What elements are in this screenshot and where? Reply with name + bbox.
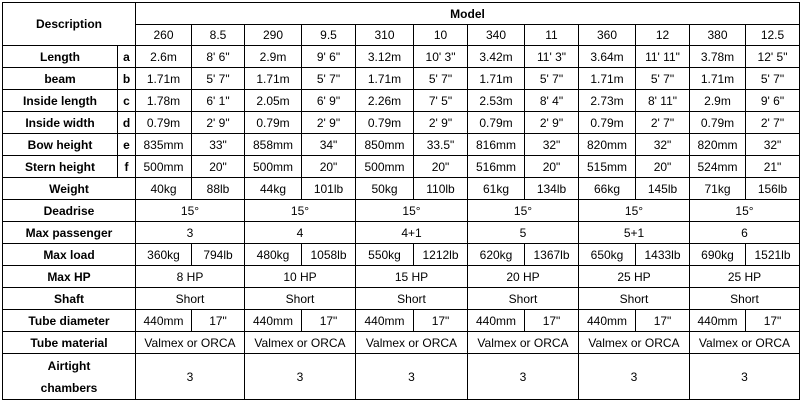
- value-cell: 8' 11": [636, 90, 690, 112]
- model-column-header: 260: [136, 25, 192, 46]
- value-cell: 480kg: [245, 244, 302, 266]
- row-label: Tube material: [3, 332, 136, 354]
- merged-value-cell: Valmex or ORCA: [136, 332, 245, 354]
- value-cell: 0.79m: [579, 112, 636, 134]
- value-cell: 500mm: [245, 156, 302, 178]
- row-label: Shaft: [3, 288, 136, 310]
- value-cell: 20": [414, 156, 468, 178]
- value-cell: 5' 7": [414, 68, 468, 90]
- value-cell: 9' 6": [302, 46, 356, 68]
- value-cell: 440mm: [136, 310, 192, 332]
- value-cell: 3.12m: [356, 46, 414, 68]
- value-cell: 820mm: [579, 134, 636, 156]
- value-cell: 17": [302, 310, 356, 332]
- value-cell: 20": [192, 156, 245, 178]
- spec-row: [3, 222, 800, 244]
- value-cell: 440mm: [690, 310, 746, 332]
- value-cell: 33.5": [414, 134, 468, 156]
- value-cell: 690kg: [690, 244, 746, 266]
- value-cell: 2.73m: [579, 90, 636, 112]
- value-cell: 1058lb: [302, 244, 356, 266]
- row-label-line: chambers: [40, 380, 98, 395]
- value-cell: 835mm: [136, 134, 192, 156]
- merged-value-cell: 5: [468, 222, 579, 244]
- row-label: [3, 354, 136, 400]
- value-cell: 0.79m: [245, 112, 302, 134]
- value-cell: 2.05m: [245, 90, 302, 112]
- model-column-header: 12.5: [746, 25, 800, 46]
- merged-value-cell: 15°: [356, 200, 468, 222]
- value-cell: 145lb: [636, 178, 690, 200]
- row-label: Inside length: [3, 90, 118, 112]
- merged-value-cell: 20 HP: [468, 266, 579, 288]
- description-header: Description: [3, 3, 136, 46]
- row-label: Tube diameter: [3, 310, 136, 332]
- value-cell: 2' 9": [414, 112, 468, 134]
- merged-value-cell: 4+1: [356, 222, 468, 244]
- merged-value-cell: Valmex or ORCA: [356, 332, 468, 354]
- value-cell: 44kg: [245, 178, 302, 200]
- row-label: Max HP: [3, 266, 136, 288]
- value-cell: 50kg: [356, 178, 414, 200]
- model-column-header: 12: [636, 25, 690, 46]
- value-cell: 0.79m: [690, 112, 746, 134]
- value-cell: 858mm: [245, 134, 302, 156]
- value-cell: 134lb: [525, 178, 579, 200]
- value-cell: 17": [414, 310, 468, 332]
- value-cell: 1433lb: [636, 244, 690, 266]
- merged-value-cell: 25 HP: [690, 266, 800, 288]
- row-label: Weight: [3, 178, 136, 200]
- spec-row: [3, 288, 800, 310]
- value-cell: 2.9m: [690, 90, 746, 112]
- merged-value-cell: 15°: [136, 200, 245, 222]
- row-letter: c: [118, 90, 136, 112]
- spec-row: [3, 200, 800, 222]
- value-cell: 1.78m: [136, 90, 192, 112]
- value-cell: 2' 7": [636, 112, 690, 134]
- merged-value-cell: Valmex or ORCA: [468, 332, 579, 354]
- value-cell: 550kg: [356, 244, 414, 266]
- value-cell: 17": [636, 310, 690, 332]
- value-cell: 620kg: [468, 244, 525, 266]
- merged-value-cell: 25 HP: [579, 266, 690, 288]
- value-cell: 2.6m: [136, 46, 192, 68]
- spec-row: [3, 266, 800, 288]
- spec-row: [3, 354, 800, 400]
- value-cell: 0.79m: [136, 112, 192, 134]
- model-column-header: 290: [245, 25, 302, 46]
- row-letter: b: [118, 68, 136, 90]
- spec-row: [3, 156, 800, 178]
- value-cell: 1.71m: [356, 68, 414, 90]
- value-cell: 2' 9": [192, 112, 245, 134]
- value-cell: 20": [302, 156, 356, 178]
- value-cell: 32": [746, 134, 800, 156]
- value-cell: 8' 6": [192, 46, 245, 68]
- merged-value-cell: 4: [245, 222, 356, 244]
- value-cell: 850mm: [356, 134, 414, 156]
- value-cell: 5' 7": [746, 68, 800, 90]
- spec-row: [3, 134, 800, 156]
- value-cell: 1521lb: [746, 244, 800, 266]
- value-cell: 1.71m: [245, 68, 302, 90]
- model-column-header: 10: [414, 25, 468, 46]
- spec-row: [3, 244, 800, 266]
- value-cell: 5' 7": [525, 68, 579, 90]
- model-column-header: 8.5: [192, 25, 245, 46]
- value-cell: 20": [636, 156, 690, 178]
- merged-value-cell: 6: [690, 222, 800, 244]
- value-cell: 3.78m: [690, 46, 746, 68]
- merged-value-cell: 15°: [468, 200, 579, 222]
- merged-value-cell: 3: [245, 354, 356, 400]
- spec-row: [3, 332, 800, 354]
- merged-value-cell: 15°: [690, 200, 800, 222]
- value-cell: 12' 5": [746, 46, 800, 68]
- merged-value-cell: 15°: [245, 200, 356, 222]
- value-cell: 1367lb: [525, 244, 579, 266]
- value-cell: 110lb: [414, 178, 468, 200]
- merged-value-cell: 3: [136, 354, 245, 400]
- value-cell: 9' 6": [746, 90, 800, 112]
- row-label: Bow height: [3, 134, 118, 156]
- merged-value-cell: Valmex or ORCA: [579, 332, 690, 354]
- merged-value-cell: 8 HP: [136, 266, 245, 288]
- value-cell: 515mm: [579, 156, 636, 178]
- value-cell: 440mm: [356, 310, 414, 332]
- model-column-header: 380: [690, 25, 746, 46]
- row-letter: d: [118, 112, 136, 134]
- spec-row: [3, 178, 800, 200]
- value-cell: 440mm: [245, 310, 302, 332]
- value-cell: 3.64m: [579, 46, 636, 68]
- spec-table: [2, 2, 800, 400]
- row-letter: e: [118, 134, 136, 156]
- value-cell: 8' 4": [525, 90, 579, 112]
- value-cell: 2' 7": [746, 112, 800, 134]
- row-label: Stern height: [3, 156, 118, 178]
- value-cell: 440mm: [468, 310, 525, 332]
- value-cell: 2.53m: [468, 90, 525, 112]
- value-cell: 101lb: [302, 178, 356, 200]
- merged-value-cell: 5+1: [579, 222, 690, 244]
- model-column-header: 9.5: [302, 25, 356, 46]
- spec-row: [3, 68, 800, 90]
- value-cell: 1.71m: [468, 68, 525, 90]
- merged-value-cell: Short: [579, 288, 690, 310]
- value-cell: 6' 9": [302, 90, 356, 112]
- merged-value-cell: Short: [356, 288, 468, 310]
- row-letter: f: [118, 156, 136, 178]
- value-cell: 820mm: [690, 134, 746, 156]
- row-label: Max passenger: [3, 222, 136, 244]
- spec-row: [3, 90, 800, 112]
- value-cell: 66kg: [579, 178, 636, 200]
- merged-value-cell: 10 HP: [245, 266, 356, 288]
- value-cell: 440mm: [579, 310, 636, 332]
- value-cell: 11' 11": [636, 46, 690, 68]
- value-cell: 32": [636, 134, 690, 156]
- row-label: Deadrise: [3, 200, 136, 222]
- value-cell: 33": [192, 134, 245, 156]
- model-header: Model: [136, 3, 800, 25]
- row-label-line: Airtight: [47, 358, 91, 373]
- spec-row: [3, 46, 800, 68]
- value-cell: 40kg: [136, 178, 192, 200]
- value-cell: 17": [192, 310, 245, 332]
- merged-value-cell: 3: [136, 222, 245, 244]
- value-cell: 5' 7": [636, 68, 690, 90]
- value-cell: 32": [525, 134, 579, 156]
- value-cell: 794lb: [192, 244, 245, 266]
- value-cell: 7' 5": [414, 90, 468, 112]
- model-column-header: 360: [579, 25, 636, 46]
- value-cell: 17": [746, 310, 800, 332]
- row-label: Length: [3, 46, 118, 68]
- spec-row: [3, 310, 800, 332]
- merged-value-cell: Valmex or ORCA: [690, 332, 800, 354]
- value-cell: 156lb: [746, 178, 800, 200]
- value-cell: 500mm: [136, 156, 192, 178]
- value-cell: 5' 7": [192, 68, 245, 90]
- value-cell: 516mm: [468, 156, 525, 178]
- value-cell: 21": [746, 156, 800, 178]
- value-cell: 34": [302, 134, 356, 156]
- merged-value-cell: 15 HP: [356, 266, 468, 288]
- merged-value-cell: 3: [579, 354, 690, 400]
- value-cell: 17": [525, 310, 579, 332]
- value-cell: 360kg: [136, 244, 192, 266]
- row-label: Max load: [3, 244, 136, 266]
- merged-value-cell: Valmex or ORCA: [245, 332, 356, 354]
- merged-value-cell: 3: [690, 354, 800, 400]
- value-cell: 20": [525, 156, 579, 178]
- value-cell: 650kg: [579, 244, 636, 266]
- value-cell: 11' 3": [525, 46, 579, 68]
- value-cell: 0.79m: [356, 112, 414, 134]
- value-cell: 1.71m: [136, 68, 192, 90]
- value-cell: 3.42m: [468, 46, 525, 68]
- value-cell: 1212lb: [414, 244, 468, 266]
- row-label: Inside width: [3, 112, 118, 134]
- value-cell: 2.9m: [245, 46, 302, 68]
- value-cell: 500mm: [356, 156, 414, 178]
- merged-value-cell: 3: [468, 354, 579, 400]
- spec-row: [3, 112, 800, 134]
- value-cell: 5' 7": [302, 68, 356, 90]
- merged-value-cell: Short: [468, 288, 579, 310]
- value-cell: 2' 9": [525, 112, 579, 134]
- merged-value-cell: Short: [690, 288, 800, 310]
- value-cell: 71kg: [690, 178, 746, 200]
- merged-value-cell: 3: [356, 354, 468, 400]
- model-column-header: 340: [468, 25, 525, 46]
- value-cell: 0.79m: [468, 112, 525, 134]
- value-cell: 10' 3": [414, 46, 468, 68]
- model-column-header: 11: [525, 25, 579, 46]
- value-cell: 2.26m: [356, 90, 414, 112]
- value-cell: 61kg: [468, 178, 525, 200]
- value-cell: 524mm: [690, 156, 746, 178]
- value-cell: 1.71m: [690, 68, 746, 90]
- value-cell: 816mm: [468, 134, 525, 156]
- value-cell: 6' 1": [192, 90, 245, 112]
- merged-value-cell: 15°: [579, 200, 690, 222]
- value-cell: 1.71m: [579, 68, 636, 90]
- row-label: beam: [3, 68, 118, 90]
- value-cell: 2' 9": [302, 112, 356, 134]
- value-cell: 88lb: [192, 178, 245, 200]
- row-letter: a: [118, 46, 136, 68]
- model-column-header: 310: [356, 25, 414, 46]
- merged-value-cell: Short: [245, 288, 356, 310]
- merged-value-cell: Short: [136, 288, 245, 310]
